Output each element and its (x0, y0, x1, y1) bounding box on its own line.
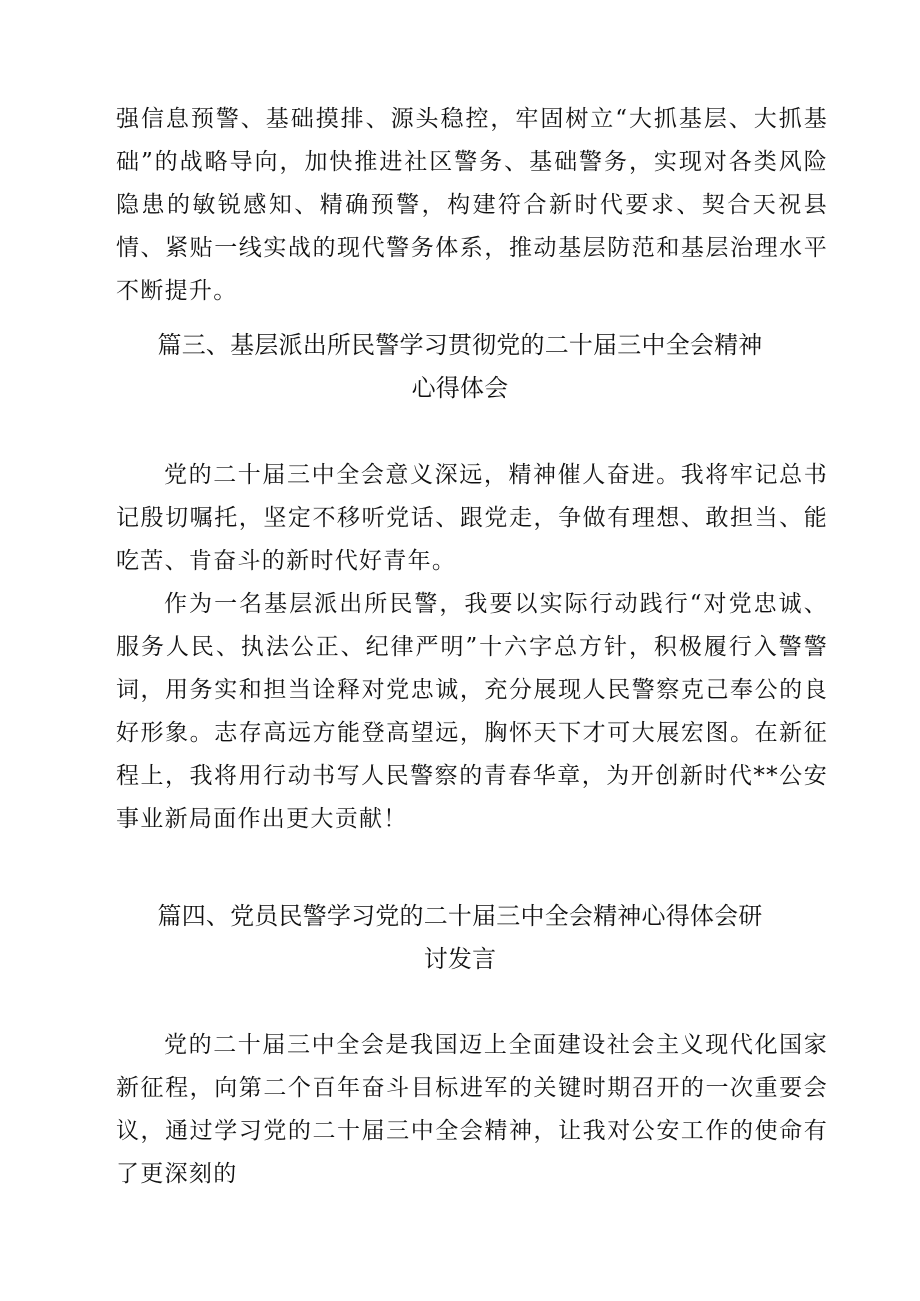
paragraph-section-3-2: 作为一名基层派出所民警，我要以实际行动践行“对党忠诚、服务人民、执法公正、纪律严明”十六字总方针，积极履行入警警词，用务实和担当诠释对党忠诚，充分展现人民警察克己奉公的良好形象。志存高远方能登高望远，胸怀天下才可大展宏图。在新征程上，我将用行动书写人民警察的青春华章，为开创新时代**公安事业新局面作出更大贡献！ (116, 591, 828, 832)
section-heading-3-line-1: 篇三、基层派出所民警学习贯彻党的二十届三中全会精神 (157, 331, 763, 359)
paragraph-section-4-1: 党的二十届三中全会是我国迈上全面建设社会主义现代化国家新征程，向第二个百年奋斗目标进军的关键时期召开的一次重要会议，通过学习党的二十届三中全会精神，让我对公安工作的使命有了更深刻的 (116, 1032, 828, 1187)
paragraph-section-3-1: 党的二十届三中全会意义深远，精神催人奋进。我将牢记总书记殷切嘱托，坚定不移听党话、跟党走，争做有理想、敢担当、能吃苦、肯奋斗的新时代好青年。 (116, 462, 828, 574)
section-heading-3 (100, 324, 820, 410)
section-heading-4 (100, 895, 820, 981)
section-heading-4-line-2: 讨发言 (423, 945, 497, 973)
section-heading-4-line-1: 篇四、党员民警学习党的二十届三中全会精神心得体会研 (157, 902, 763, 930)
paragraph-intro-continuation: 强信息预警、基础摸排、源头稳控，牢固树立“大抓基层、大抓基础”的战略导向，加快推进社区警务、基础警务，实现对各类风险隐患的敏锐感知、精确预警，构建符合新时代要求、契合天祝县情、紧贴一线实战的现代警务体系，推动基层防范和基层治理水平不断提升。 (116, 106, 828, 304)
section-heading-3-line-2: 心得体会 (411, 374, 509, 402)
